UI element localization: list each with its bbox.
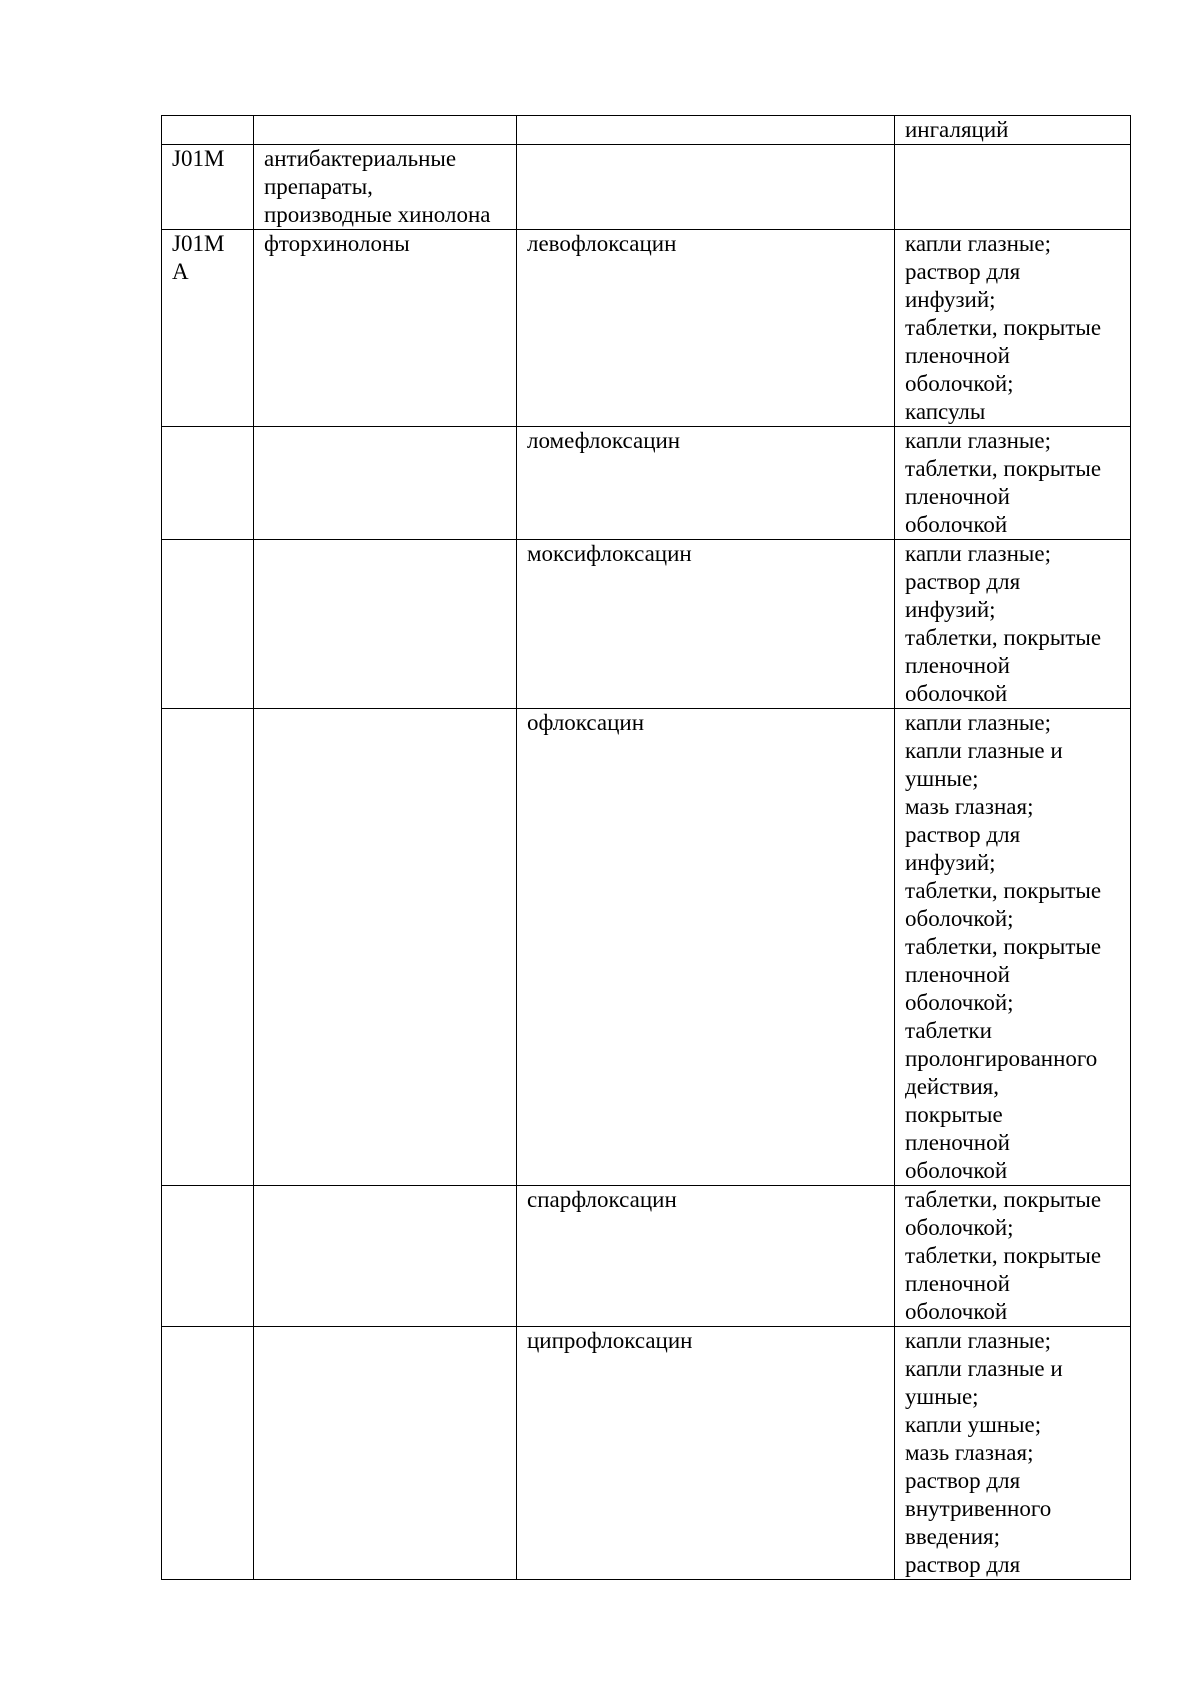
group-name-cell: антибактериальные препараты, производные хинолона (254, 145, 517, 230)
drug-name-cell: левофлоксацин (517, 230, 895, 427)
atc-code-cell (162, 540, 254, 709)
table-row (162, 427, 1131, 540)
drug-name-cell: офлоксацин (517, 709, 895, 1186)
drug-name-cell: ципрофлоксацин (517, 1327, 895, 1580)
dosage-forms-cell: капли глазные; раствор для инфузий; таблетки, покрытые пленочной оболочкой (895, 540, 1131, 709)
table-row (162, 230, 1131, 427)
group-name-cell: фторхинолоны (254, 230, 517, 427)
table-row (162, 116, 1131, 145)
atc-code-cell: J01M (162, 145, 254, 230)
table-row (162, 145, 1131, 230)
dosage-forms-cell: капли глазные; раствор для инфузий; таблетки, покрытые пленочной оболочкой; капсулы (895, 230, 1131, 427)
dosage-forms-cell: ингаляций (895, 116, 1131, 145)
drug-name-cell (517, 116, 895, 145)
table-row (162, 1327, 1131, 1580)
atc-code-cell (162, 709, 254, 1186)
group-name-cell (254, 1327, 517, 1580)
table-row (162, 540, 1131, 709)
dosage-forms-cell (895, 145, 1131, 230)
drug-name-cell: моксифлоксацин (517, 540, 895, 709)
drug-name-cell: спарфлоксацин (517, 1186, 895, 1327)
drug-table (161, 115, 1131, 1580)
dosage-forms-cell: капли глазные; капли глазные и ушные; капли ушные; мазь глазная; раствор для внутривенного введения; раствор для (895, 1327, 1131, 1580)
atc-code-cell (162, 116, 254, 145)
atc-code-cell (162, 1327, 254, 1580)
atc-code-cell (162, 427, 254, 540)
dosage-forms-cell: таблетки, покрытые оболочкой; таблетки, покрытые пленочной оболочкой (895, 1186, 1131, 1327)
atc-code-cell: J01M A (162, 230, 254, 427)
drug-name-cell: ломефлоксацин (517, 427, 895, 540)
table-row (162, 1186, 1131, 1327)
table-row (162, 709, 1131, 1186)
group-name-cell (254, 116, 517, 145)
atc-code-cell (162, 1186, 254, 1327)
drug-name-cell (517, 145, 895, 230)
group-name-cell (254, 427, 517, 540)
dosage-forms-cell: капли глазные; капли глазные и ушные; мазь глазная; раствор для инфузий; таблетки, покрытые оболочкой; таблетки, покрытые пленочной оболочкой; таблетки пролонгированного действия, покрытые пленочной оболочкой (895, 709, 1131, 1186)
group-name-cell (254, 540, 517, 709)
group-name-cell (254, 709, 517, 1186)
dosage-forms-cell: капли глазные; таблетки, покрытые пленочной оболочкой (895, 427, 1131, 540)
group-name-cell (254, 1186, 517, 1327)
